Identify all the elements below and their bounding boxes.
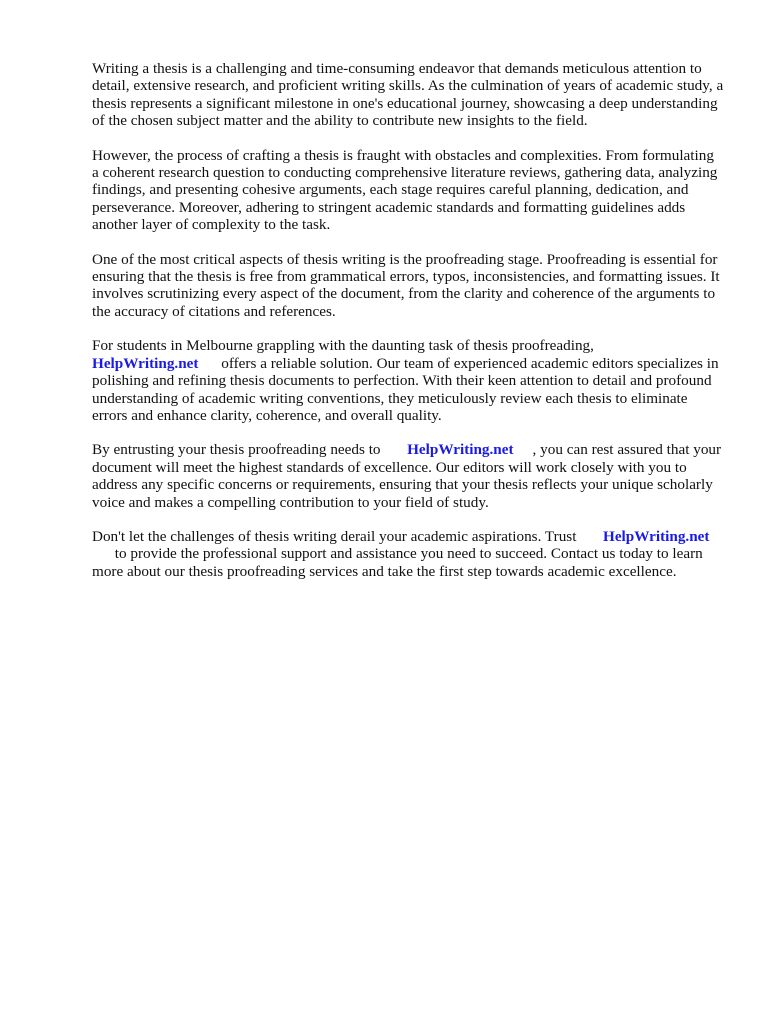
helpwriting-link[interactable]: HelpWriting.net xyxy=(92,354,199,372)
paragraph-text-before: Don't let the challenges of thesis writing derail your academic aspirations. Trust xyxy=(92,527,603,545)
paragraph-text-before: For students in Melbourne grappling with the daunting task of thesis proofreading, xyxy=(92,337,598,355)
document-page xyxy=(92,60,728,597)
paragraph-entrusting xyxy=(92,441,724,511)
paragraph-closing xyxy=(92,528,724,580)
paragraph-challenges: However, the process of crafting a thesis is fraught with obstacles and complexities. From formulating a coherent research question to conducting comprehensive literature reviews, gathering data, analyzing findings, and presenting cohesive arguments, each stage requires careful planning, dedication, and perseverance. Moreover, adhering to stringent academic standards and formatting guidelines adds another layer of complexity to the task. xyxy=(92,146,722,234)
paragraph-proofreading: One of the most critical aspects of thesis writing is the proofreading stage. Proofreading is essential for ensuring that the thesis is free from grammatical errors, typos, inconsistencies, and formatting issues. It involves scrutinizing every aspect of the document, from the clarity and coherence of the arguments to the accuracy of citations and references. xyxy=(92,250,724,320)
paragraph-text-after: , you can rest assured that your document will meet the highest standards of excellence. Our editors will work closely with you to address any specific concerns or requirements, ensuring that your thesis reflects your unique scholarly voice and makes a compelling contribution to your field of study. xyxy=(92,441,725,511)
helpwriting-link[interactable]: HelpWriting.net xyxy=(407,441,514,459)
paragraph-text-before: By entrusting your thesis proofreading needs to xyxy=(92,441,408,459)
paragraph-intro: Writing a thesis is a challenging and time-consuming endeavor that demands meticulous attention to detail, extensive research, and proficient writing skills. As the culmination of years of academic study, a thesis represents a significant milestone in one's educational journey, showcasing a deep understanding of the chosen subject matter and the ability to contribute new insights to the field. xyxy=(92,60,728,130)
helpwriting-link[interactable]: HelpWriting.net xyxy=(603,527,710,545)
paragraph-text-after: to provide the professional support and assistance you need to succeed. Contact us today to learn more about our thesis proofreading services and take the first step towards academic excellence. xyxy=(92,545,707,580)
paragraph-text-after: offers a reliable solution. Our team of experienced academic editors specializes in polishing and refining thesis documents to perfection. With their keen attention to detail and profound understanding of academic writing conventions, they meticulously review each thesis to eliminate errors and enhance clarity, coherence, and overall quality. xyxy=(92,354,723,424)
paragraph-melbourne xyxy=(92,337,724,424)
